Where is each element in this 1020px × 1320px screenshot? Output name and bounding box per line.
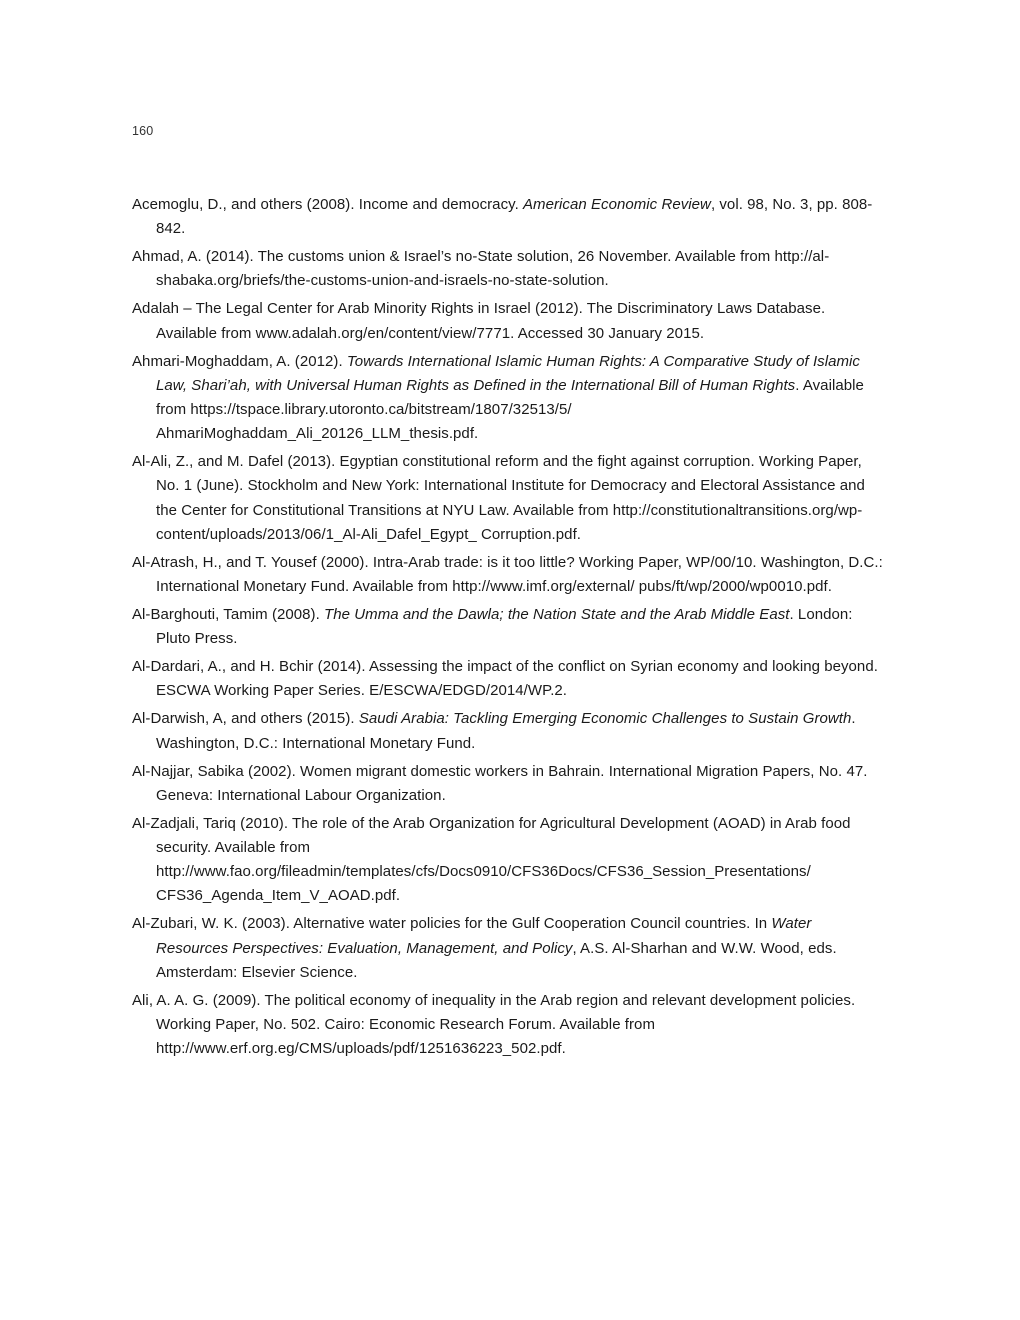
reference-entry bbox=[132, 450, 884, 547]
reference-text: Al-Ali, Z., and M. Dafel (2013). Egyptian constitutional reform and the fight against corruption. Working Paper, No. 1 (June). Stockholm and New York: International Institute for Democracy and Electoral Assistance and the Center for Constitutional Transitions at NYU Law. Available from http://constitutionaltransitions.org/wp-content/uploads/2013/06/1_Al-Ali_Dafel_Egypt_ Corruption.pdf. bbox=[132, 453, 865, 543]
reference-title-italic: Towards International Islamic Human Rights: A Comparative Study of Islamic Law, Shari’ah, with Universal Human Rights as Defined in the International Bill of Human Rights bbox=[156, 352, 860, 394]
reference-text: Al-Darwish, A, and others (2015). bbox=[132, 710, 359, 728]
reference-text: . London: Pluto Press. bbox=[156, 606, 853, 648]
reference-entry bbox=[132, 912, 884, 985]
reference-text: Al-Atrash, H., and T. Yousef (2000). Intra-Arab trade: is it too little? Working Paper, WP/00/10. Washington, D.C.: International Monetary Fund. Available from http://www.imf.org/external/ pubs/ft/wp/2000/wp0010.pdf. bbox=[132, 553, 883, 596]
reference-entry bbox=[132, 760, 884, 808]
reference-text: Ahmari-Moghaddam, A. (2012). bbox=[132, 352, 347, 370]
reference-entry bbox=[132, 603, 884, 651]
reference-text: Al-Barghouti, Tamim (2008). bbox=[132, 606, 325, 624]
reference-entry bbox=[132, 245, 884, 293]
reference-entry bbox=[132, 707, 884, 755]
reference-entry bbox=[132, 551, 884, 599]
reference-text: Ahmad, A. (2014). The customs union & Israel’s no-State solution, 26 November. Available from http://al-shabaka.org/briefs/the-customs-union-and-israels-no-state-solution. bbox=[132, 248, 830, 290]
page-number: 160 bbox=[132, 124, 154, 138]
reference-list bbox=[132, 193, 884, 1065]
reference-text: Acemoglu, D., and others (2008). Income and democracy. bbox=[132, 196, 523, 213]
reference-entry bbox=[132, 350, 884, 447]
reference-text: , A.S. Al-Sharhan and W.W. Wood, eds. Amsterdam: Elsevier Science. bbox=[156, 939, 837, 981]
reference-text: . Washington, D.C.: International Monetary Fund. bbox=[156, 710, 856, 752]
reference-entry bbox=[132, 812, 884, 909]
reference-title-italic: American Economic Review bbox=[523, 196, 711, 213]
reference-text: Al-Zubari, W. K. (2003). Alternative water policies for the Gulf Cooperation Council countries. In bbox=[132, 915, 772, 933]
reference-text: , vol. 98, No. 3, pp. 808-842. bbox=[156, 196, 873, 238]
reference-title-italic: The Umma and the Dawla; the Nation State and the Arab Middle East bbox=[324, 606, 790, 624]
reference-text: Ali, A. A. G. (2009). The political economy of inequality in the Arab region and relevant development policies. Working Paper, No. 502. Cairo: Economic Research Forum. Available from http://www.erf.org.eg/CMS/uploads/pdf/1251636223_502.pdf. bbox=[132, 991, 856, 1058]
reference-entry bbox=[132, 193, 884, 241]
reference-title-italic: Saudi Arabia: Tackling Emerging Economic Challenges to Sustain Growth bbox=[358, 710, 852, 728]
reference-entry bbox=[132, 655, 884, 703]
reference-text: Al-Najjar, Sabika (2002). Women migrant domestic workers in Bahrain. International Migration Papers, No. 47. Geneva: International Labour Organization. bbox=[132, 762, 868, 804]
reference-text: Adalah – The Legal Center for Arab Minority Rights in Israel (2012). The Discriminatory Laws Database. Available from www.adalah.org/en/content/view/7771. Accessed 30 January 2015. bbox=[132, 300, 826, 342]
reference-entry bbox=[132, 297, 884, 345]
reference-text: . Available from https://tspace.library.utoronto.ca/bitstream/1807/32513/5/ AhmariMoghaddam_Ali_20126_LLM_thesis.pdf. bbox=[156, 376, 864, 443]
reference-entry bbox=[132, 989, 884, 1062]
reference-text: Al-Dardari, A., and H. Bchir (2014). Assessing the impact of the conflict on Syrian economy and looking beyond. ESCWA Working Paper Series. E/ESCWA/EDGD/2014/WP.2. bbox=[132, 658, 878, 700]
reference-text: Al-Zadjali, Tariq (2010). The role of the Arab Organization for Agricultural Development (AOAD) in Arab food security. Available from http://www.fao.org/fileadmin/templates/cfs/Docs0910/CFS36Docs/CFS36_Session_Presentations/ CFS36_Agenda_Item_V_AOAD.pdf. bbox=[132, 814, 851, 905]
reference-title-italic: Water Resources Perspectives: Evaluation, Management, and Policy bbox=[156, 915, 812, 957]
